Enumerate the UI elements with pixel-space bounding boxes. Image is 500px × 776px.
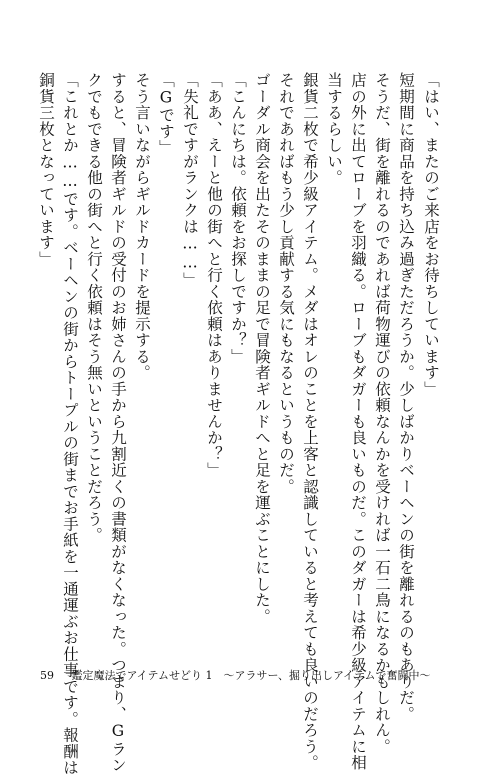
text-column: ゴーダル商会を出たそのままの足で冒険者ギルドへと足を運ぶことにした。 bbox=[253, 72, 271, 625]
text-column: 店の外に出てローブを羽織る。ローブもダガーも良いものだ。このダガーは希少級アイテムに相 bbox=[349, 72, 367, 771]
text-column: 短期間に商品を持ち込み過ぎただろうか。少しばかりベーヘンの街を離れるのもありだ。 bbox=[397, 72, 415, 722]
book-title: 鑑定魔法でアイテムせどり 1 〜アラサー、掘り出しアイテムで奮闘中〜 bbox=[71, 669, 431, 682]
text-column: 銅貨三枚となっています」 bbox=[37, 72, 55, 267]
text-column: すると、冒険者ギルドの受付のお姉さんの手から九割近くの書類がなくなった。つまり、Gラン bbox=[109, 72, 127, 774]
text-column: そうだ、街を離れるのであれば荷物運びの依頼なんかを受ければ一石二鳥になるかもしれん。 bbox=[373, 72, 391, 755]
text-column: 「Gです」 bbox=[157, 72, 175, 156]
text-column: 「はい、またのご来店をお待ちしています」 bbox=[422, 72, 440, 397]
text-column: 「ああ、えーと他の街へと行く依頼はありませんか？」 bbox=[205, 72, 223, 479]
text-column: 「これとか……です。ベーヘンの街からトープルの街までお手紙を一通運ぶお仕事です。報酬は bbox=[61, 72, 79, 776]
text-column: それであればもう少し貢献する気にもなるというものだ。 bbox=[277, 72, 295, 495]
page-number: 59 bbox=[40, 669, 54, 682]
text-column: 「こんにちは。依頼をお探しですか？」 bbox=[229, 72, 247, 365]
text-column: 当するらしい。 bbox=[325, 72, 343, 186]
page-footer bbox=[40, 669, 480, 683]
text-column: 銀貨二枚で希少級アイテム。メダはオレのことを上客と認識していると考えても良いのだろう。 bbox=[301, 72, 319, 771]
text-column: そう言いながらギルドカードを提示する。 bbox=[133, 72, 151, 381]
text-column: 「失礼ですがランクは……」 bbox=[181, 72, 199, 289]
text-column: クでもできる他の街へと行く依頼はそう無いということだろう。 bbox=[85, 72, 103, 544]
